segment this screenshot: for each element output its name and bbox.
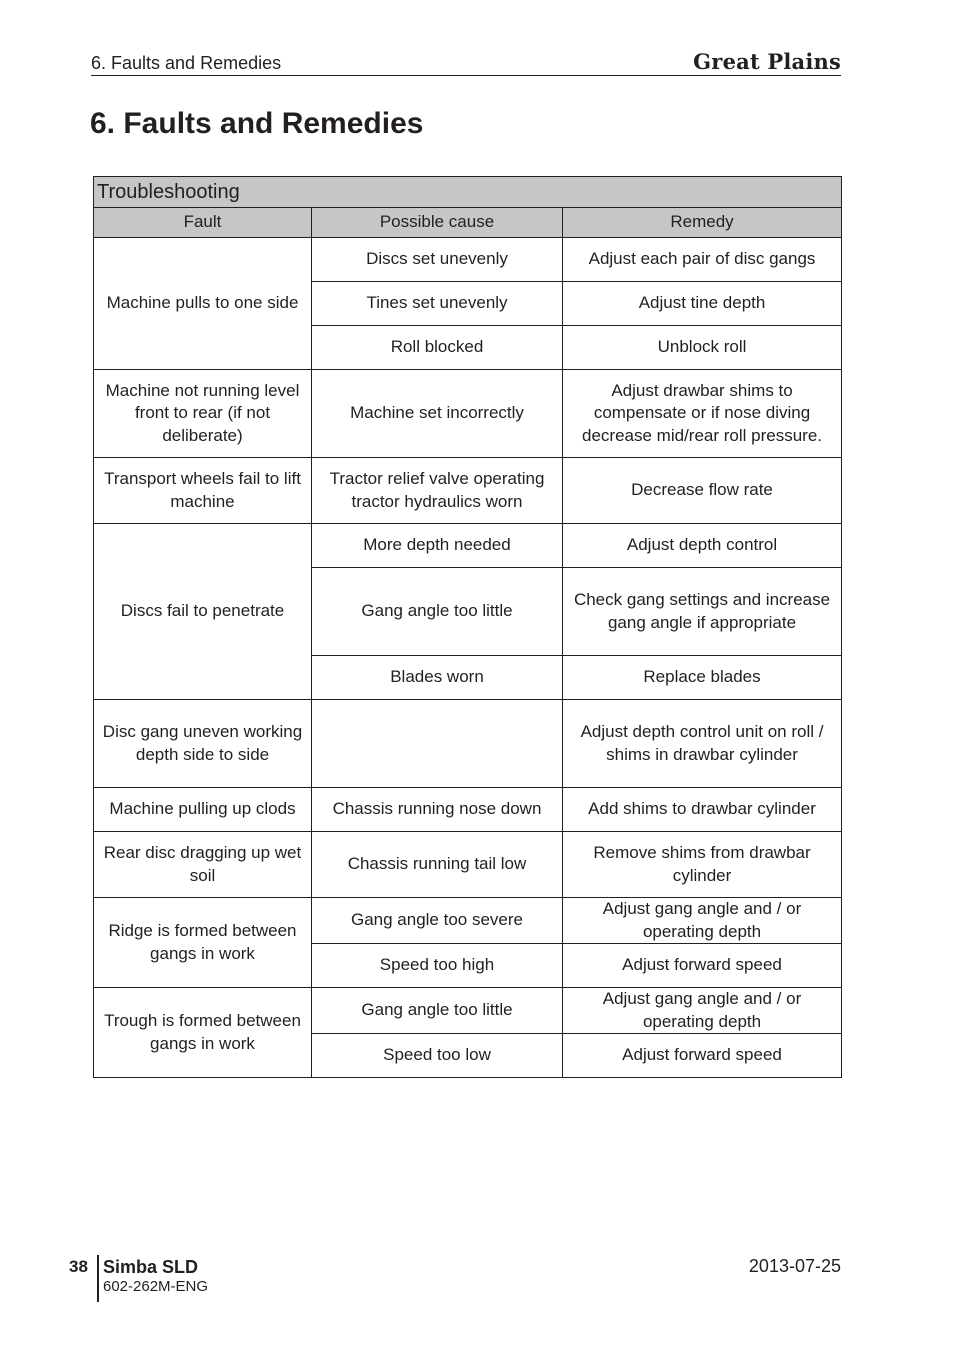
remedy-cell: Adjust forward speed — [563, 944, 842, 988]
cause-cell: Gang angle too little — [312, 988, 563, 1034]
table-row — [94, 898, 842, 944]
remedy-cell: Adjust depth control unit on roll / shims in drawbar cylinder — [563, 700, 842, 788]
page-number: 38 — [69, 1257, 88, 1276]
footer-document-code: 602-262M-ENG — [103, 1278, 209, 1295]
running-header-section: 6. Faults and Remedies — [91, 53, 282, 73]
column-header-remedy: Remedy — [563, 208, 842, 238]
table-header-row — [94, 208, 842, 238]
cause-cell: Discs set unevenly — [312, 238, 563, 282]
table-caption: Troubleshooting — [94, 177, 842, 208]
remedy-cell: Adjust gang angle and / or operating depth — [563, 898, 842, 944]
remedy-cell: Unblock roll — [563, 326, 842, 370]
remedy-cell: Adjust tine depth — [563, 282, 842, 326]
fault-cell: Trough is formed between gangs in work — [94, 988, 312, 1078]
cause-cell: Machine set incorrectly — [312, 370, 563, 458]
footer-product-name: Simba SLD — [103, 1257, 199, 1277]
table-row — [94, 788, 842, 832]
page-title: 6. Faults and Remedies — [90, 107, 424, 140]
table-row — [94, 238, 842, 282]
remedy-cell: Remove shims from drawbar cylinder — [563, 832, 842, 898]
remedy-cell: Add shims to drawbar cylinder — [563, 788, 842, 832]
table-row — [94, 524, 842, 568]
troubleshooting-table — [93, 176, 842, 1078]
cause-cell: Speed too low — [312, 1034, 563, 1078]
fault-cell: Machine pulls to one side — [94, 238, 312, 370]
fault-cell: Rear disc dragging up wet soil — [94, 832, 312, 898]
footer-date: 2013-07-25 — [748, 1256, 841, 1276]
footer-divider — [97, 1255, 99, 1302]
column-header-fault: Fault — [94, 208, 312, 238]
table-row — [94, 988, 842, 1034]
fault-cell: Machine not running level front to rear (if not deliberate) — [94, 370, 312, 458]
remedy-cell: Adjust forward speed — [563, 1034, 842, 1078]
cause-cell — [312, 700, 563, 788]
cause-cell: Roll blocked — [312, 326, 563, 370]
table-row — [94, 370, 842, 458]
brand-logo: Great Plains — [693, 49, 841, 74]
cause-cell: Tractor relief valve operating tractor hydraulics worn — [312, 458, 563, 524]
column-header-cause: Possible cause — [312, 208, 563, 238]
table-caption-row — [94, 177, 842, 208]
remedy-cell: Adjust gang angle and / or operating depth — [563, 988, 842, 1034]
remedy-cell: Check gang settings and increase gang angle if appropriate — [563, 568, 842, 656]
remedy-cell: Adjust depth control — [563, 524, 842, 568]
header-rule — [91, 75, 841, 76]
fault-cell: Discs fail to penetrate — [94, 524, 312, 700]
remedy-cell: Decrease flow rate — [563, 458, 842, 524]
cause-cell: Tines set unevenly — [312, 282, 563, 326]
fault-cell: Machine pulling up clods — [94, 788, 312, 832]
cause-cell: Speed too high — [312, 944, 563, 988]
cause-cell: Gang angle too severe — [312, 898, 563, 944]
cause-cell: Chassis running tail low — [312, 832, 563, 898]
table-row — [94, 832, 842, 898]
cause-cell: Chassis running nose down — [312, 788, 563, 832]
fault-cell: Ridge is formed between gangs in work — [94, 898, 312, 988]
fault-cell: Disc gang uneven working depth side to side — [94, 700, 312, 788]
table-row — [94, 458, 842, 524]
table-row — [94, 700, 842, 788]
remedy-cell: Adjust each pair of disc gangs — [563, 238, 842, 282]
remedy-cell: Replace blades — [563, 656, 842, 700]
remedy-cell: Adjust drawbar shims to compensate or if nose diving decrease mid/rear roll pressure. — [563, 370, 842, 458]
cause-cell: Blades worn — [312, 656, 563, 700]
cause-cell: Gang angle too little — [312, 568, 563, 656]
cause-cell: More depth needed — [312, 524, 563, 568]
fault-cell: Transport wheels fail to lift machine — [94, 458, 312, 524]
